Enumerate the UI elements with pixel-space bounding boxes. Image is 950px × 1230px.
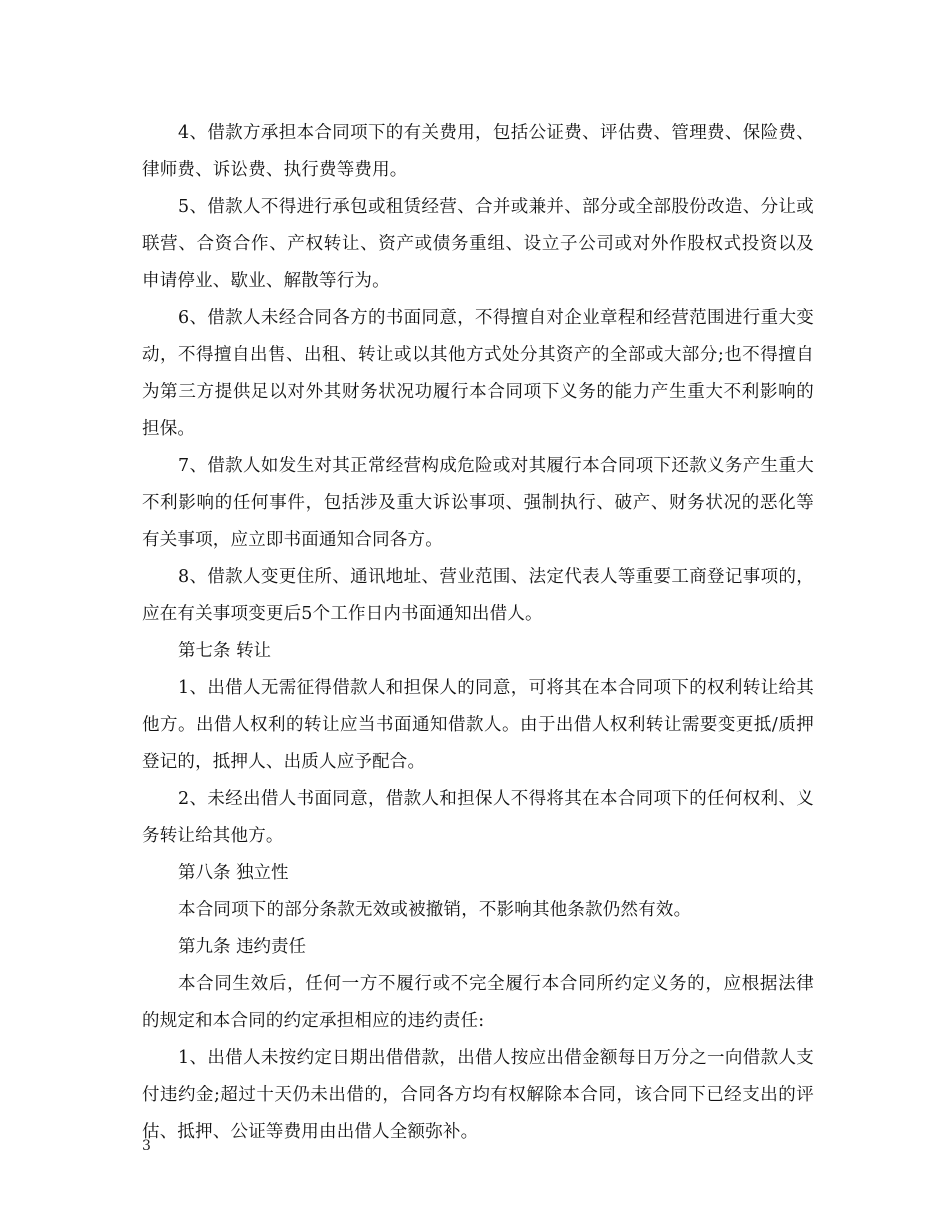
article-9-item-1: 1、出借人未按约定日期出借借款，出借人按应出借金额每日万分之一向借款人支付违约金;超过十天仍未出借的，合同各方均有权解除本合同，该合同下已经支出的评估、抵押、公证等费用由出借人全额弥补。	[142, 1048, 814, 1142]
article-8-heading: 第八条 独立性	[178, 863, 289, 883]
clause-4-costs: 4、借款方承担本合同项下的有关费用，包括公证费、评估费、管理费、保险费、律师费、诉讼费、执行费等费用。	[142, 123, 814, 180]
article-8-text: 本合同项下的部分条款无效或被撤销，不影响其他条款仍然有效。	[178, 900, 692, 920]
clause-6-consent: 6、借款人未经合同各方的书面同意，不得擅自对企业章程和经营范围进行重大变动，不得擅自出售、出租、转让或以其他方式处分其资产的全部或大部分;也不得擅自为第三方提供足以对外其财务状况功履行本合同项下义务的能力产生重大不利影响的担保。	[142, 308, 814, 439]
article-7-item-2: 2、未经出借人书面同意，借款人和担保人不得将其在本合同项下的任何权利、义务转让给其他方。	[142, 789, 814, 846]
article-7-item-1: 1、出借人无需征得借款人和担保人的同意，可将其在本合同项下的权利转让给其他方。出借人权利的转让应当书面通知借款人。由于出借人权利转让需要变更抵/质押登记的，抵押人、出质人应予配合。	[142, 678, 814, 772]
document-body	[142, 115, 814, 1151]
clause-5-restrictions: 5、借款人不得进行承包或租赁经营、合并或兼并、部分或全部股份改造、分让或联营、合资合作、产权转让、资产或债务重组、设立子公司或对外作股权式投资以及申请停业、歇业、解散等行为。	[142, 197, 814, 291]
clause-8-registration-change: 8、借款人变更住所、通讯地址、营业范围、法定代表人等重要工商登记事项的，应在有关事项变更后5个工作日内书面通知出借人。	[142, 567, 814, 624]
article-9-intro: 本合同生效后，任何一方不履行或不完全履行本合同所约定义务的，应根据法律的规定和本合同的约定承担相应的违约责任:	[142, 974, 814, 1031]
page-number: 3	[142, 1138, 151, 1154]
article-9-heading: 第九条 违约责任	[178, 937, 307, 957]
article-7-heading: 第七条 转让	[178, 641, 272, 661]
clause-7-notification: 7、借款人如发生对其正常经营构成危险或对其履行本合同项下还款义务产生重大不利影响的任何事件，包括涉及重大诉讼事项、强制执行、破产、财务状况的恶化等有关事项，应立即书面通知合同各方。	[142, 456, 814, 550]
